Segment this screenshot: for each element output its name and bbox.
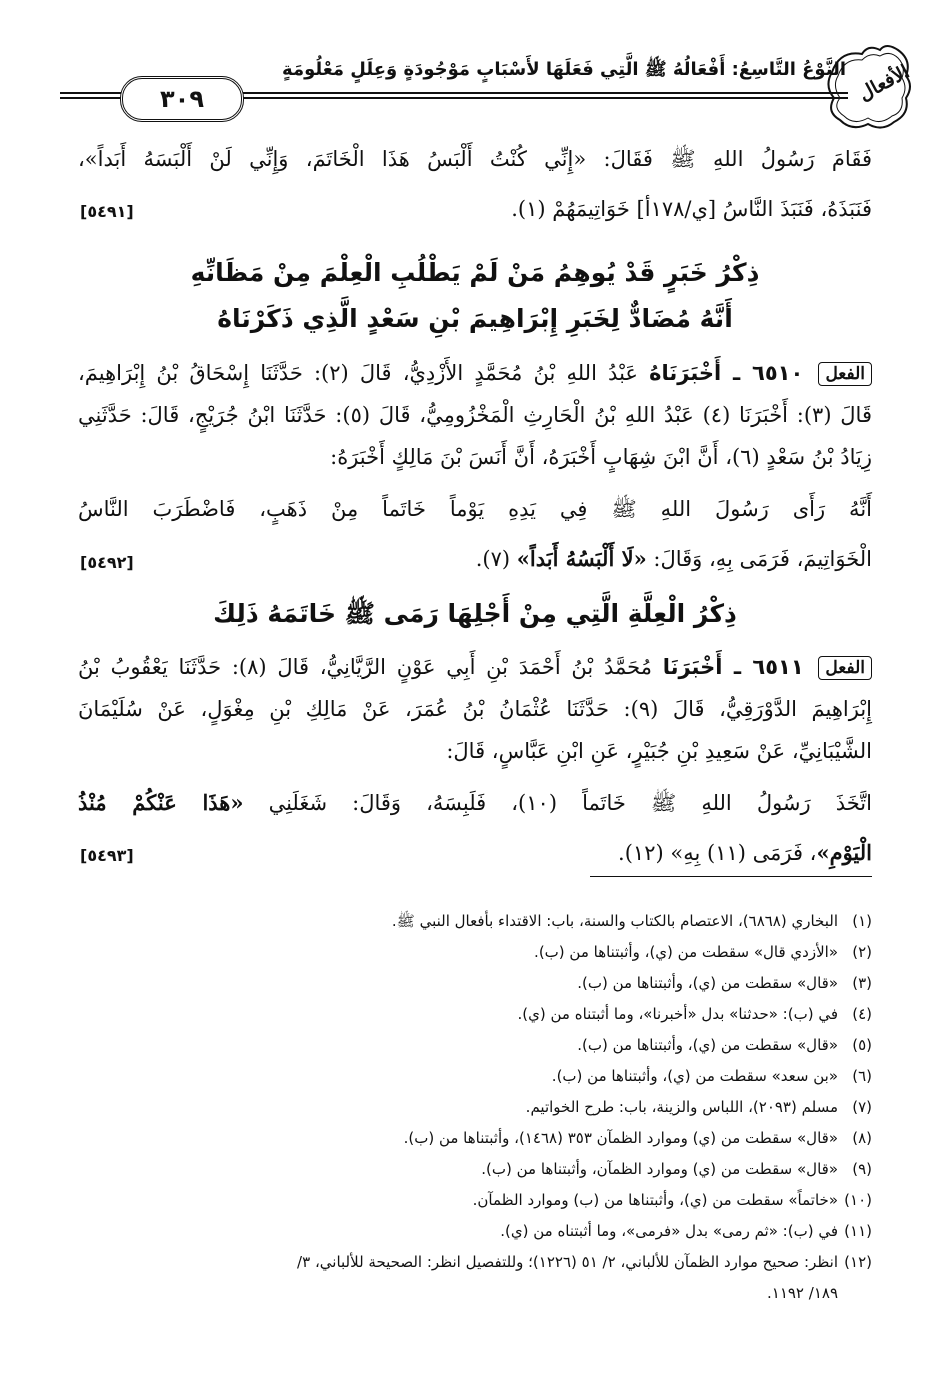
footnote-divider: [590, 876, 872, 877]
footnote-text: «بن سعد» سقطت من (ي)، وأثبتناها من (ب).: [551, 1067, 838, 1085]
footnote-number: (٦): [852, 1067, 872, 1085]
footnote-number: (١): [852, 912, 872, 930]
footnote-number: (٨): [852, 1129, 872, 1147]
section-heading: ذِكْرُ خَبَرٍ قَدْ يُوهِمُ مَنْ لَمْ يَطْلُبِ الْعِلْمَ مِنْ مَظَانِّهِ: [190, 258, 760, 287]
text-line: الشَّيْبَانِيِّ، عَنْ سَعِيدِ بْنِ جُبَيْرٍ، عَنِ ابْنِ عَبَّاسٍ، قَالَ:: [446, 739, 872, 763]
hadith-tag: الفعل: [818, 362, 872, 386]
footnote: [78, 1216, 872, 1247]
footnote-number: (٥): [852, 1036, 872, 1054]
footnote-continuation: ١٨٩/ ١١٩٢.: [766, 1284, 838, 1302]
footnote-number: (١٢): [844, 1253, 872, 1271]
footnote-number: (٣): [852, 974, 872, 992]
footnote: [78, 999, 872, 1030]
hadith-tag: الفعل: [818, 656, 872, 680]
footnote: [78, 1185, 872, 1216]
footnote: [78, 1247, 872, 1278]
reference-number: [٥٤٩٣]: [80, 846, 134, 865]
text-line: [78, 544, 872, 574]
section-heading: ذِكْرُ الْعِلَّةِ الَّتِي مِنْ أَجْلِهَا رَمَى ﷺ خَاتَمَهُ ذَلِكَ: [213, 599, 737, 628]
footnote-text: «قال» سقطت من (ي) وموارد الظمآن ٣٥٣ (١٤٦٨)، وأثبتناها من (ب).: [403, 1129, 838, 1147]
footnote-text: «الأزدي قال» سقطت من (ي)، وأثبتناها من (ب).: [534, 943, 838, 961]
footnote-text: «قال» سقطت من (ي)، وأثبتناها من (ب).: [577, 974, 838, 992]
hadith-isnad-line: [78, 652, 872, 682]
footnote-text: في (ب): «حدثنا» بدل «أخبرنا»، وما أثبتناه من (ي).: [517, 1005, 838, 1023]
footnote-text: انظر: صحيح موارد الظمآن للألباني، ٢/ ٥١ (١٢٢٦)؛ وللتفصيل انظر: الصحيحة للألباني، ٣/: [297, 1253, 838, 1271]
running-header: [60, 50, 913, 130]
footnote-number: (٤): [852, 1005, 872, 1023]
hadith-number: ٦٥١٠ ـ أَخْبَرَنَاهُ: [649, 361, 804, 385]
footnote-number: (١١): [844, 1222, 872, 1240]
footnote: [78, 1061, 872, 1092]
footnote: [78, 937, 872, 968]
chapter-badge: [822, 42, 914, 134]
text-line: زِيَادُ بْنُ سَعْدٍ (٦)، أَنَّ ابْنَ شِهَابٍ أَخْبَرَهُ، أَنَّ أَنَسَ بْنَ مَالِكٍ أَخْبَرَهُ:: [330, 445, 872, 469]
prophetic-quote: «لَا أَلْبَسُهُ أَبَداً»: [516, 546, 647, 571]
footnote-text: «قال» سقطت من (ي)، وأثبتناها من (ب).: [577, 1036, 838, 1054]
text-line: [78, 788, 872, 818]
matn-text: الْخَوَاتِيمَ، فَرَمَى بِهِ، وَقَالَ:: [653, 547, 872, 571]
footnote: [78, 906, 872, 937]
footnote-text: «خاتماً» سقطت من (ي)، وأثبتناها من (ب) وموارد الظمآن.: [472, 1191, 838, 1209]
text-line: [78, 838, 872, 868]
footnote: [78, 1154, 872, 1185]
hadith-number: ٦٥١١ ـ أَخْبَرَنَا: [662, 655, 804, 679]
prophetic-quote: الْيَوْمِ»: [816, 840, 872, 865]
badge-label: الأفعال: [855, 60, 913, 106]
reference-number: [٥٤٩٢]: [80, 553, 134, 572]
matn-text: ، فَرَمَى (١١) بِهِ» (١٢).: [618, 841, 817, 865]
prophetic-quote: «هَذَا عَنْكُمْ مُنْذُ: [78, 790, 244, 815]
footnote-number: (٢): [852, 943, 872, 961]
footnote-text: «قال» سقطت من (ي) وموارد الظمآن، وأثبتناها من (ب).: [481, 1160, 838, 1178]
reference-number: [٥٤٩١]: [80, 202, 134, 221]
footnote-text: مسلم (٢٠٩٣)، اللباس والزينة، باب: طرح الخواتيم.: [525, 1098, 838, 1116]
footnote: [78, 1092, 872, 1123]
isnad-text: عَبْدُ اللهِ بْنُ مُحَمَّدٍ الأَزْدِيُّ، قَالَ (٢): حَدَّثَنَا إِسْحَاقُ بْنُ إِبْرَاهِيمَ،: [78, 361, 638, 385]
hadith-isnad-line: [78, 358, 872, 388]
header-title: النَّوْعُ التَّاسِعُ: أَفْعَالُهُ ﷺ الَّتِي فَعَلَهَا لأَسْبَابٍ مَوْجُودَةٍ وَعِلَلٍ مَعْلُومَةٍ: [282, 59, 846, 80]
footnotes: [78, 906, 872, 1309]
text-line: أَنَّهُ رَأَى رَسُولَ اللهِ ﷺ فِي يَدِهِ يَوْماً خَاتَماً مِنْ ذَهَبٍ، فَاضْطَرَبَ النَّاسُ: [78, 497, 872, 521]
page-number: ٣٠٩: [120, 76, 244, 122]
footnote: [78, 968, 872, 999]
matn-text: اتَّخَذَ رَسُولُ اللهِ ﷺ خَاتَماً (١٠)، فَلَبِسَهُ، وَقَالَ: شَغَلَنِي: [268, 791, 872, 815]
text-line: فَنَبَذَهُ، فَنَبَذَ النَّاسُ [ي/١٧٨أ] خَوَاتِيمَهُمْ (١).: [511, 197, 872, 221]
footnote: [78, 1030, 872, 1061]
footnote: [78, 1123, 872, 1154]
text-line: قَالَ (٣): أَخْبَرَنَا (٤) عَبْدُ اللهِ بْنُ الْحَارِثِ الْمَخْزُومِيُّ، قَالَ (٥): حَدَّثَنَا ابْنُ جُرَيْجٍ، قَالَ: حَدَّثَنِي: [78, 403, 872, 427]
footnote-number: (٩): [852, 1160, 872, 1178]
footnote-text: البخاري (٦٨٦٨)، الاعتصام بالكتاب والسنة، باب: الاقتداء بأفعال النبي ﷺ.: [391, 912, 838, 930]
text-line: إِبْرَاهِيمَ الدَّوْرَقِيُّ، قَالَ (٩): حَدَّثَنَا عُثْمَانُ بْنُ عُمَرَ، عَنْ مَالِكِ بْنِ مِغْوَلٍ، عَنْ سُلَيْمَانَ: [78, 697, 873, 721]
footnote-number: (١٠): [844, 1191, 872, 1209]
text-line: فَقَامَ رَسُولُ اللهِ ﷺ فَقَالَ: «إِنِّي كُنْتُ أَلْبَسُ هَذَا الْخَاتَمَ، وَإِنِّي لَنْ أَلْبَسَهُ أَبَداً»،: [78, 147, 872, 171]
isnad-text: مُحَمَّدُ بْنُ أَحْمَدَ بْنِ أَبِي عَوْنٍ الرَّيَّانِيُّ، قَالَ (٨): حَدَّثَنَا يَعْقُوبُ بْنُ: [78, 655, 652, 679]
footnote-number: (٧): [852, 1098, 872, 1116]
section-heading: أَنَّهُ مُضَادٌّ لِخَبَرِ إِبْرَاهِيمَ بْنِ سَعْدٍ الَّذِي ذَكَرْنَاهُ: [217, 304, 733, 333]
footnote-marker: (٧).: [475, 547, 511, 571]
footnote-text: في (ب): «ثم رمى» بدل «فرمى»، وما أثبتناه من (ي).: [500, 1222, 838, 1240]
